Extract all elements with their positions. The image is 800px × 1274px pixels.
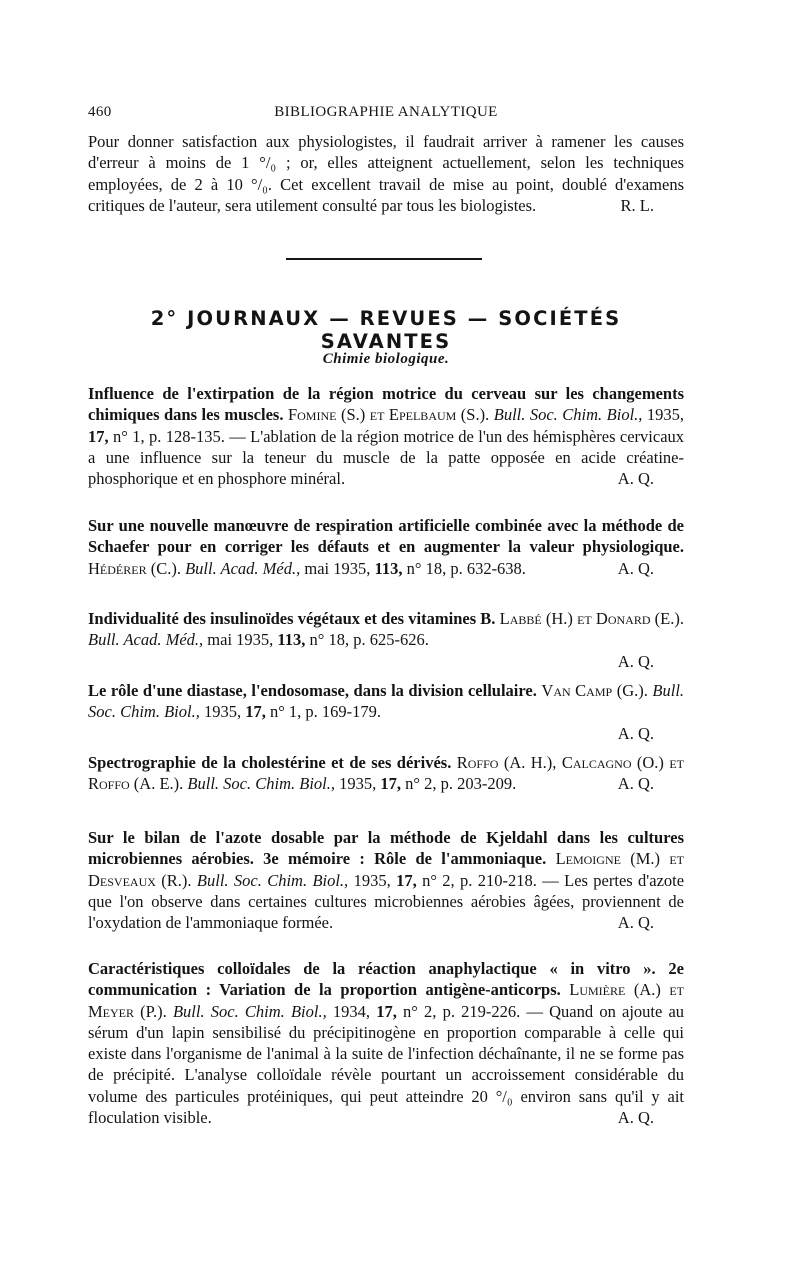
entry-year: 1935, <box>646 405 685 425</box>
running-header <box>88 104 684 124</box>
entry-title: Spectrographie de la cholestérine et de ses dérivés. <box>88 753 452 772</box>
page-number: 460 <box>88 104 112 120</box>
entry-title: Caractéristiques colloïdales de la réaction anaphylactique « in vitro ». 2e communication : Variation de la proportion antigène-anticorps. <box>88 959 684 1000</box>
entry-year: mai 1935, <box>207 630 274 650</box>
entry-journal: Bull. Acad. Méd., <box>185 558 301 578</box>
entry-ref: n° 1, p. 169-179. <box>269 702 382 722</box>
entry-authors: Labbé (H.) et Donard (E.). <box>499 609 684 628</box>
bibliography-entry <box>88 608 684 672</box>
running-title: BIBLIOGRAPHIE ANALYTIQUE <box>274 104 498 120</box>
entry-volume: 17, <box>376 1001 397 1021</box>
entry-authors: Roffo (A. H.), Calcagno (O.) et Roffo (A. E.). <box>88 753 684 794</box>
entry-summary: — L'ablation de la région motrice de l'un des hémisphères cervicaux a une influence sur la teneur du muscle de la patte opposée en acide créatine-phosphorique et en phosphore minéral. <box>88 426 685 489</box>
entry-volume: 17, <box>88 426 109 446</box>
entry-journal: Bull. Soc. Chim. Biol., <box>172 1001 327 1021</box>
entry-volume: 113, <box>277 630 306 650</box>
entry-year: 1935, <box>203 702 242 722</box>
intro-paragraph <box>88 131 684 216</box>
entry-volume: 113, <box>374 558 403 578</box>
entry-ref: n° 2, p. 203-209. <box>405 774 517 794</box>
entry-signature: A. Q. <box>617 469 654 489</box>
entry-signature: A. Q. <box>617 651 654 671</box>
entry-volume: 17, <box>245 702 266 722</box>
entry-year: 1935, <box>339 774 377 794</box>
entry-ref: n° 2, p. 219-226. <box>403 1001 521 1021</box>
section-divider <box>286 258 482 260</box>
bibliography-entry <box>88 827 684 933</box>
entry-ref: n° 18, p. 625-626. <box>309 630 429 650</box>
entry-authors: Lumière (A.) et Meyer (P.). <box>88 980 685 1021</box>
bibliography-entry <box>88 752 684 795</box>
bibliography-entry <box>88 680 684 744</box>
entry-title: Sur une nouvelle manœuvre de respiration artificielle combinée avec la méthode de Schaefer pour en corriger les défauts et en augmenter la valeur physiologique. <box>88 516 684 557</box>
entry-volume: 17, <box>380 774 401 794</box>
section-title: 2° JOURNAUX — REVUES — SOCIÉTÉS SAVANTES <box>150 307 622 353</box>
entry-title: Influence de l'extirpation de la région motrice du cerveau sur les changements chimiques dans les muscles. <box>88 384 684 425</box>
entry-authors: Fomine (S.) et Epelbaum (S.). <box>287 405 490 425</box>
entry-journal: Bull. Acad. Méd., <box>88 630 204 650</box>
entry-journal: Bull. Soc. Chim. Biol., <box>196 870 349 890</box>
entry-journal: Bull. Soc. Chim. Biol., <box>88 681 685 722</box>
entry-ref: n° 2, p. 210-218. <box>422 870 537 890</box>
entry-summary: — Quand on ajoute au sérum d'un lapin sensibilisé du précipitinogène en proportion comparable à celle qui existe dans l'organisme de l'animal à la suite de l'infection déchaînante, il ne se forme pas de précipité. L'analyse colloïdale révèle pourtant un accroissement considérable du volume des particules protéiniques, qui peut atteindre 20 °/₀ environ sans qu'il y ait floculation visible. <box>88 1001 685 1128</box>
entry-ref: n° 1, p. 128-135. <box>113 426 225 446</box>
entry-signature: A. Q. <box>617 913 654 933</box>
entry-ref: n° 18, p. 632-638. <box>406 558 526 578</box>
bibliography-entry <box>88 958 684 1128</box>
section-subtitle: Chimie biologique. <box>322 351 450 367</box>
entry-signature: A. Q. <box>617 723 654 743</box>
entry-year: 1934, <box>332 1001 371 1021</box>
bibliography-entry <box>88 383 684 489</box>
entry-signature: A. Q. <box>617 558 654 578</box>
entry-title: Le rôle d'une diastase, l'endosomase, dans la division cellulaire. <box>88 681 537 700</box>
entry-title: Individualité des insulinoïdes végétaux et des vitamines B. <box>88 609 496 628</box>
entry-volume: 17, <box>396 870 417 890</box>
entry-signature: A. Q. <box>617 1108 654 1128</box>
entry-journal: Bull. Soc. Chim. Biol., <box>187 774 335 794</box>
entry-authors: Hédérer (C.). <box>88 558 181 578</box>
entry-authors: Van Camp (G.). <box>541 681 648 700</box>
entry-authors: Lemoigne (M.) et Desveaux (R.). <box>88 849 684 890</box>
intro-text: Pour donner satisfaction aux physiologistes, il faudrait arriver à ramener les causes d'erreur à moins de 1 °/₀ ; or, elles atteignent actuellement, selon les techniques employées, de 2 à 10 °/₀. Cet excellent travail de mise au point, doublé d'examens critiques de l'auteur, sera utilement consulté par tous les biologistes. <box>88 132 684 215</box>
intro-signature: R. L. <box>620 195 654 215</box>
entry-signature: A. Q. <box>617 774 654 794</box>
entry-year: 1935, <box>353 870 391 890</box>
entry-journal: Bull. Soc. Chim. Biol., <box>493 405 643 425</box>
entry-year: mai 1935, <box>304 558 371 578</box>
entry-summary: — Les pertes d'azote que l'on observe dans certaines cultures microbiennes aérobies âgées, proviennent de l'oxydation de l'ammoniaque formée. <box>88 870 685 933</box>
bibliography-entry <box>88 515 684 579</box>
entry-title: Sur le bilan de l'azote dosable par la méthode de Kjeldahl dans les cultures microbiennes aérobies. 3e mémoire : Rôle de l'ammoniaque. <box>88 828 684 869</box>
